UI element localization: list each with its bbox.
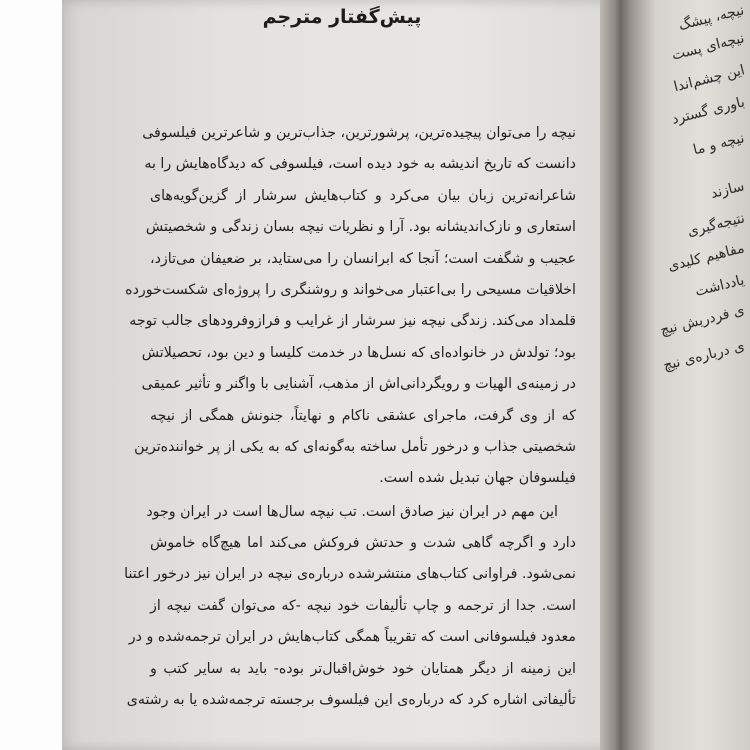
text-line: عجیب و شگفت است؛ آنجا که ابرانسان را می‌ستاید، بر ضعیفان می‌تازد، (150, 250, 576, 267)
page-title: پیش‌گفتار مترجم (262, 6, 422, 28)
text-line: نیچه را می‌توان پیچیده‌ترین، پرشورترین، جذاب‌ترین و شاعرترین فیلسوفی (142, 125, 576, 141)
text-line: است. جدا از ترجمه و چاپ تألیفات خود نیچه -که می‌توان گفت نیچه از (150, 597, 576, 614)
text-line: تألیفاتی اشاره کرد که درباره‌ی این فیلسوف برجسته ترجمه‌شده یا به رشته‌ی (126, 692, 576, 709)
book-gutter (600, 0, 634, 750)
text-line: شاعرانه‌ترین زبان بیان می‌کرد و کتاب‌هایش سرشار از گزین‌گویه‌های (150, 187, 576, 204)
text-line: معدود فیلسوفانی است که تقریباً همگی کتاب‌هایش در ایران ترجمه‌شده و در (128, 629, 576, 646)
facing-page-line: مفاهیم کلیدی (666, 240, 746, 275)
text-line: که از وی گرفت، ماجرای عشقی ناکام و نهایتاً، جنونش همگی از نیچه (150, 407, 576, 424)
text-line: دانست که تاریخ اندیشه به خود دیده است، فیلسوفی که دیدگاه‌هایش را به (144, 156, 576, 173)
text-line: فیلسوفان جهان تبدیل شده است. (379, 470, 576, 487)
facing-page-line: باوری گسترد (669, 94, 746, 128)
text-line: قلمداد می‌کند. زندگی نیچه نیز سرشار از غرایب و فرازوفرودهای جالب توجه (129, 313, 576, 330)
facing-page-line: یادداشت (693, 272, 746, 300)
text-line: این مهم در ایران نیز صادق است. تب نیچه سال‌ها است در ایران وجود (146, 503, 558, 520)
facing-page-line: این چشم‌اندا (671, 62, 746, 96)
text-line: اخلاقیات مسیحی را بی‌اعتبار می‌خواند و روشنگری را پروژه‌ای شکست‌خورده (125, 281, 576, 298)
text-line: شخصیتی جذاب و درخور تأمل ساخته به‌گونه‌ای که به یکی از پر خواننده‌ترین (134, 438, 576, 455)
paragraph (124, 497, 576, 717)
text-line: استعاری و نازک‌اندیشانه بود. آرا و نظریات نیچه بسان زندگی و شخصیتش (145, 219, 576, 236)
facing-page-line: نیچه‌ای پست (670, 30, 746, 64)
body-text (124, 118, 576, 716)
facing-page-line: سازند (709, 178, 746, 202)
facing-page-line: نیچه و ما (691, 130, 746, 159)
facing-page-line: نتیجه‌گیری (685, 210, 746, 240)
text-line: دارد و اگرچه گاهی شدت و حدتش فروکش می‌کند اما هیچ‌گاه خاموش (150, 535, 576, 552)
text-line: در زمینه‌ی الهیات و رویگردانی‌اش از مذهب، آشنایی با واگنر و تأثیر عمیقی (141, 376, 576, 393)
facing-page-line: نیچه، پیشگ (677, 2, 746, 34)
paragraph (125, 118, 576, 495)
facing-page-line: ی فردریش نیچ (658, 302, 746, 339)
facing-page (632, 0, 750, 750)
text-line: بود؛ تولدش در خانواده‌ای که نسل‌ها در خدمت کلیسا و دین بود، تحصیلاتش (141, 344, 576, 361)
facing-page-line: ی درباره‌ی نیچ (661, 338, 746, 374)
text-line: این زمینه از دیگر همتایان خود خوش‌اقبال‌تر بوده- باید به سایر کتب و (150, 660, 576, 677)
text-line: نمی‌شود. فراوانی کتاب‌های منتشرشده درباره‌ی نیچه در ایران نیز درخور اعتنا (124, 566, 576, 583)
